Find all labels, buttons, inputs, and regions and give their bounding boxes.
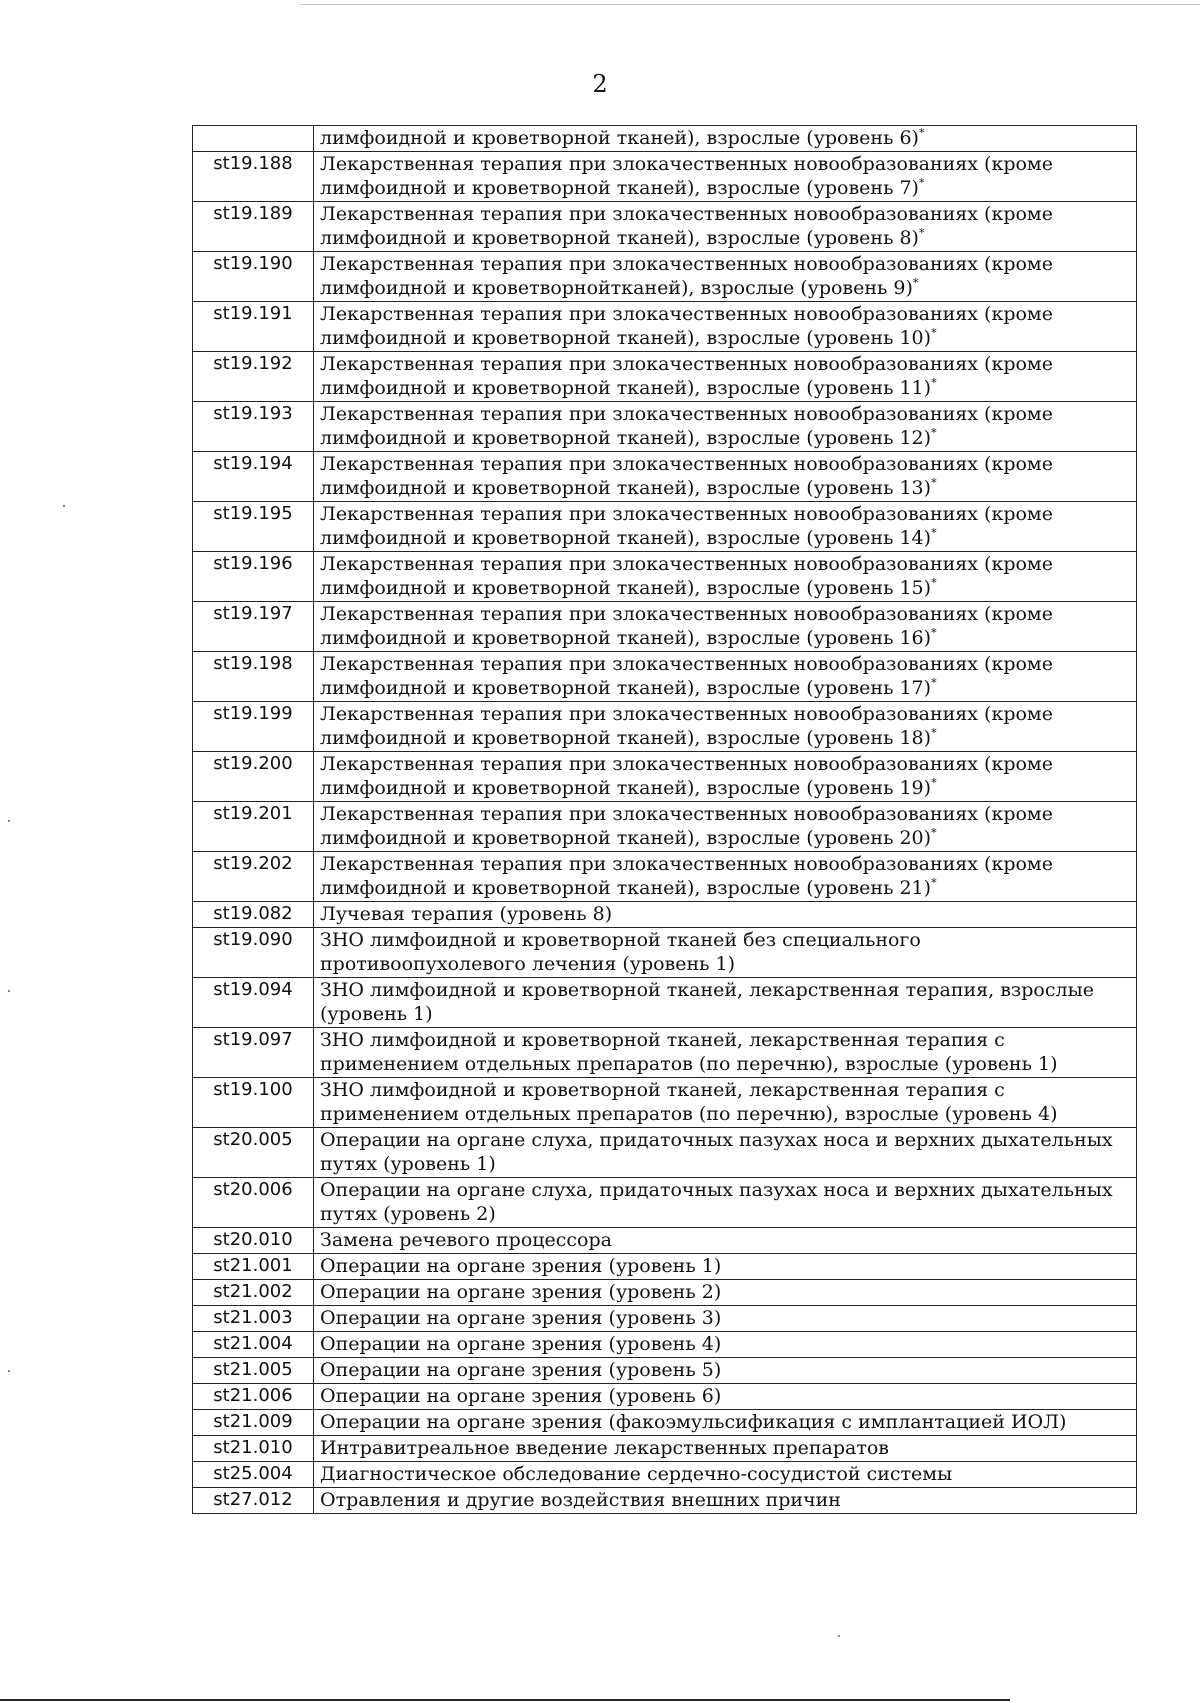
footnote-mark: * [931,726,937,740]
table-row [193,752,1137,802]
row-code: st19.201 [193,802,314,852]
row-description-text: Операции на органе слуха, придаточных пазухах носа и верхних дыхательных путях (уровень 1) [320,1129,1113,1175]
row-code: st20.005 [193,1128,314,1178]
row-description [314,1410,1137,1436]
table-row [193,852,1137,902]
row-code: st19.193 [193,402,314,452]
row-description-text: Лекарственная терапия при злокачественных новообразованиях (кроме лимфоидной и кроветворной тканей), взрослые (уровень 14) [320,503,1053,549]
row-code: st21.005 [193,1358,314,1384]
row-description [314,602,1137,652]
row-code: st21.003 [193,1306,314,1332]
footnote-mark: * [931,576,937,590]
row-description-text: Отравления и другие воздействия внешних причин [320,1489,841,1511]
row-description [314,752,1137,802]
row-description [314,652,1137,702]
row-description [314,1228,1137,1254]
table-row [193,1254,1137,1280]
row-description-text: Лекарственная терапия при злокачественных новообразованиях (кроме лимфоидной и кроветворной тканей), взрослые (уровень 18) [320,703,1053,749]
row-description-text: Замена речевого процессора [320,1229,612,1251]
row-description [314,126,1137,152]
row-description [314,702,1137,752]
table-row [193,302,1137,352]
row-description-text: Операции на органе зрения (уровень 3) [320,1307,722,1329]
row-description-text: Лекарственная терапия при злокачественных новообразованиях (кроме лимфоидной и кроветворной тканей), взрослые (уровень 19) [320,753,1053,799]
table-row [193,1228,1137,1254]
row-description-text: Диагностическое обследование сердечно-сосудистой системы [320,1463,953,1485]
row-code: st25.004 [193,1462,314,1488]
scan-speck [63,505,65,507]
row-description-text: Лекарственная терапия при злокачественных новообразованиях (кроме лимфоидной и кроветворной тканей), взрослые (уровень 16) [320,603,1053,649]
row-description-text: Лекарственная терапия при злокачественных новообразованиях (кроме лимфоидной и кроветворной тканей), взрослые (уровень 15) [320,553,1053,599]
row-description-text: ЗНО лимфоидной и кроветворной тканей, лекарственная терапия, взрослые (уровень 1) [320,979,1094,1025]
row-code: st19.189 [193,202,314,252]
row-description [314,1178,1137,1228]
row-code: st21.001 [193,1254,314,1280]
table-row [193,1436,1137,1462]
row-description-text: Операции на органе зрения (уровень 6) [320,1385,722,1407]
row-description [314,1280,1137,1306]
table-row [193,402,1137,452]
row-description [314,352,1137,402]
footnote-mark: * [912,276,919,290]
table-row [193,502,1137,552]
row-code: st21.010 [193,1436,314,1462]
row-description [314,928,1137,978]
row-description [314,552,1137,602]
row-description-text: Лекарственная терапия при злокачественных новообразованиях (кроме лимфоидной и кроветворной тканей), взрослые (уровень 12) [320,403,1053,449]
table-row [193,126,1137,152]
footnote-mark: * [931,326,937,340]
table-row [193,652,1137,702]
row-description-text: лимфоидной и кроветворной тканей), взрослые (уровень 6) [320,127,919,149]
row-description-text: Лекарственная терапия при злокачественных новообразованиях (кроме лимфоидной и кроветворной тканей), взрослые (уровень 13) [320,453,1053,499]
row-description [314,1028,1137,1078]
codes-table [192,125,1137,1514]
row-description [314,202,1137,252]
table-row [193,452,1137,502]
row-code: st19.090 [193,928,314,978]
footnote-mark: * [918,226,925,240]
table-row [193,978,1137,1028]
row-description [314,1488,1137,1514]
row-description [314,402,1137,452]
row-code: st21.004 [193,1332,314,1358]
codes-table-body [193,126,1137,1514]
row-description-text: Операции на органе слуха, придаточных пазухах носа и верхних дыхательных путях (уровень 2) [320,1179,1113,1225]
scan-speck [8,820,10,822]
table-row [193,1488,1137,1514]
footnote-mark: * [918,126,925,140]
row-description [314,902,1137,928]
row-description [314,1128,1137,1178]
row-description-text: ЗНО лимфоидной и кроветворной тканей без специального противоопухолевого лечения (уровень 1) [320,929,921,975]
row-description-text: ЗНО лимфоидной и кроветворной тканей, лекарственная терапия с применением отдельных препаратов (по перечню), взрослые (уровень 4) [320,1079,1058,1125]
scan-edge-bottom [0,1699,1010,1701]
footnote-mark: * [931,826,937,840]
row-code [193,126,314,152]
row-description-text: Лекарственная терапия при злокачественных новообразованиях (кроме лимфоидной и кроветворной тканей), взрослые (уровень 17) [320,653,1053,699]
table-row [193,1178,1137,1228]
row-description-text: Лекарственная терапия при злокачественных новообразованиях (кроме лимфоидной и кроветворной тканей), взрослые (уровень 8) [320,203,1053,249]
row-description [314,1384,1137,1410]
row-code: st19.197 [193,602,314,652]
page-number: 2 [592,70,608,98]
table-row [193,1358,1137,1384]
row-code: st19.196 [193,552,314,602]
row-description [314,1436,1137,1462]
table-row [193,1306,1137,1332]
table-row [193,1128,1137,1178]
row-code: st20.006 [193,1178,314,1228]
row-description [314,1254,1137,1280]
footnote-mark: * [931,626,937,640]
table-row [193,1332,1137,1358]
row-code: st19.195 [193,502,314,552]
row-description-text: Лекарственная терапия при злокачественных новообразованиях (кроме лимфоидной и кроветворной тканей), взрослые (уровень 20) [320,803,1053,849]
table-row [193,152,1137,202]
row-code: st19.100 [193,1078,314,1128]
footnote-mark: * [931,776,937,790]
row-code: st19.198 [193,652,314,702]
row-description [314,252,1137,302]
table-row [193,202,1137,252]
row-description [314,978,1137,1028]
row-code: st21.006 [193,1384,314,1410]
row-description [314,1462,1137,1488]
row-code: st21.002 [193,1280,314,1306]
row-code: st19.191 [193,302,314,352]
table-row [193,902,1137,928]
row-description-text: Лекарственная терапия при злокачественных новообразованиях (кроме лимфоидной и кроветворной тканей), взрослые (уровень 7) [320,153,1053,199]
row-description [314,452,1137,502]
row-code: st20.010 [193,1228,314,1254]
row-description-text: Лекарственная терапия при злокачественных новообразованиях (кроме лимфоидной и кроветворной тканей), взрослые (уровень 21) [320,853,1053,899]
scan-speck [8,990,10,992]
table-row [193,1028,1137,1078]
row-description-text: Операции на органе зрения (уровень 1) [320,1255,722,1277]
table-row [193,352,1137,402]
table-row [193,552,1137,602]
footnote-mark: * [931,526,937,540]
row-description [314,802,1137,852]
table-row [193,1078,1137,1128]
row-description-text: Операции на органе зрения (уровень 4) [320,1333,722,1355]
row-code: st19.082 [193,902,314,928]
row-description-text: Операции на органе зрения (уровень 5) [320,1359,722,1381]
row-description-text: Лекарственная терапия при злокачественных новообразованиях (кроме лимфоидной и кроветворной тканей), взрослые (уровень 10) [320,303,1053,349]
row-description-text: ЗНО лимфоидной и кроветворной тканей, лекарственная терапия с применением отдельных препаратов (по перечню), взрослые (уровень 1) [320,1029,1058,1075]
footnote-mark: * [931,876,937,890]
footnote-mark: * [931,376,937,390]
row-code: st27.012 [193,1488,314,1514]
footnote-mark: * [931,426,937,440]
scan-edge-top [300,4,1200,5]
row-description [314,302,1137,352]
row-description-text: Операции на органе зрения (факоэмульсификация с имплантацией ИОЛ) [320,1411,1067,1433]
row-code: st19.200 [193,752,314,802]
row-description [314,852,1137,902]
scan-speck [838,1635,840,1637]
row-description [314,1358,1137,1384]
footnote-mark: * [931,676,937,690]
row-description-text: Операции на органе зрения (уровень 2) [320,1281,722,1303]
row-description [314,1332,1137,1358]
row-code: st21.009 [193,1410,314,1436]
table-row [193,928,1137,978]
row-code: st19.097 [193,1028,314,1078]
scan-speck [8,1370,10,1372]
table-row [193,1462,1137,1488]
row-code: st19.199 [193,702,314,752]
row-description-text: Лучевая терапия (уровень 8) [320,903,613,925]
row-description-text: Интравитреальное введение лекарственных препаратов [320,1437,890,1459]
row-code: st19.202 [193,852,314,902]
row-code: st19.194 [193,452,314,502]
footnote-mark: * [918,176,925,190]
row-code: st19.192 [193,352,314,402]
row-description [314,502,1137,552]
row-code: st19.188 [193,152,314,202]
table-row [193,1384,1137,1410]
table-row [193,252,1137,302]
footnote-mark: * [931,476,937,490]
row-description [314,1306,1137,1332]
row-description [314,1078,1137,1128]
row-description-text: Лекарственная терапия при злокачественных новообразованиях (кроме лимфоидной и кроветворной тканей), взрослые (уровень 11) [320,353,1053,399]
row-description-text: Лекарственная терапия при злокачественных новообразованиях (кроме лимфоидной и кроветворнойтканей), взрослые (уровень 9) [320,253,1053,299]
row-description [314,152,1137,202]
row-code: st19.190 [193,252,314,302]
table-row [193,802,1137,852]
table-row [193,702,1137,752]
table-row [193,602,1137,652]
row-code: st19.094 [193,978,314,1028]
table-row [193,1410,1137,1436]
table-row [193,1280,1137,1306]
